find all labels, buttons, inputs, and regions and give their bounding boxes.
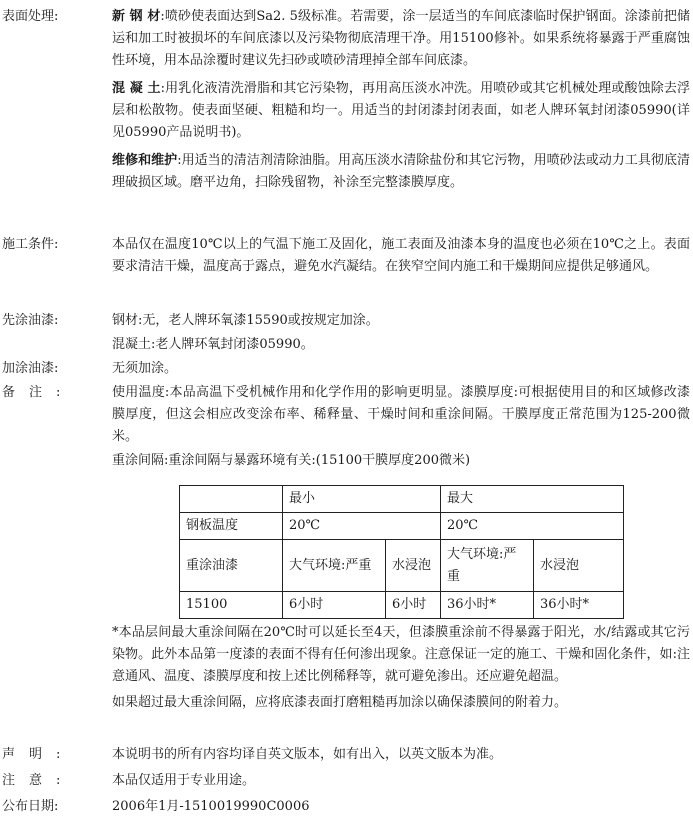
min-header: 最小: [283, 486, 441, 513]
recoat-interval-table: [179, 485, 624, 619]
conditions-label: 施工条件:: [2, 237, 59, 252]
value-cell-1: 6小时: [283, 592, 386, 619]
atm-max: 大气环境:严重: [441, 540, 534, 592]
plate-temp-max: 20℃: [441, 513, 624, 540]
topcoat-content: [112, 358, 690, 380]
notice-text: 本品仅适用于专业用途。: [112, 773, 256, 788]
primer-steel-text: 钢材:无，老人牌环氧漆15590或按规定加涂。: [112, 313, 379, 328]
concrete-paragraph: [112, 78, 690, 144]
new-steel-text: :喷砂使表面达到Sa2. 5级标准。若需要，涂一层适当的车间底漆临时保护钢面。涂漆前把储运和加工时被损坏的车间底漆以及污染物彻底清理干净。用15100修补。如果系统将暴露于严重腐蚀性环境，用本品涂覆时建议先扫砂或喷砂清理掉全部车间底漆。: [112, 9, 690, 68]
plate-temp-label: 钢板温度: [180, 513, 283, 540]
usage-text: 使用温度:本品高温下受机械作用和化学作用的影响更明显。漆膜厚度:可根据使用目的和区域修改漆膜厚度，但这会相应改变涂布率、稀释量、干燥时间和重涂间隔。干膜厚度正常范围为125-200微米。: [112, 385, 690, 444]
conditions-text: 本品仅在温度10℃以上的气温下施工及固化，施工表面及油漆本身的温度也必须在10℃之上。表面要求清洁干燥，温度高于露点，避免水汽凝结。在狭窄空间内施工和干燥期间应提供足够通风。: [112, 237, 690, 274]
max-header: 最大: [441, 486, 624, 513]
maintenance-text: :用适当的清洁剂清除油脂。用高压淡水清除盐份和其它污物，用喷砂法或动力工具彻底清理破损区域。磨平边角，扫除残留物，补涂至完整漆膜厚度。: [112, 153, 690, 190]
recoat-title: 重涂间隔:重涂间隔与暴露环境有关:(15100干膜厚度200微米): [112, 453, 471, 468]
value-cell-4: 36小时*: [534, 592, 624, 619]
table-row: [180, 540, 624, 592]
value-cell-3: 36小时*: [441, 592, 534, 619]
publish-date-text: 2006年1月-1510019990C0006: [112, 799, 310, 814]
concrete-heading: 混 凝 土: [112, 81, 161, 96]
table-cell: [180, 486, 283, 513]
remarks-label: 备注:: [2, 385, 75, 400]
plate-temp-min: 20℃: [283, 513, 441, 540]
atm-min: 大气环境:严重: [283, 540, 386, 592]
table-row: [180, 592, 624, 619]
topcoat-text: 无须加涂。: [112, 361, 178, 376]
recoat-label: 重涂油漆: [180, 540, 283, 592]
water-max: 水浸泡: [534, 540, 624, 592]
table-row: [180, 513, 624, 540]
surface-treatment-content: [112, 6, 690, 194]
publish-content: [112, 796, 690, 818]
publish-label: 公布日期:: [2, 799, 59, 814]
maintenance-paragraph: [112, 150, 690, 194]
maintenance-heading: 维修和维护: [112, 153, 178, 168]
surface-treatment-label: 表面处理:: [2, 9, 59, 24]
product-cell: 15100: [180, 592, 283, 619]
primer-content: [112, 310, 690, 356]
topcoat-label: 加涂油漆:: [2, 361, 59, 376]
notice-content: [112, 770, 690, 792]
remarks-notes-content: [112, 622, 690, 714]
exceed-interval-text: 如果超过最大重涂间隔，应将底漆表面打磨粗糙再加涂以确保漆膜间的附着力。: [112, 695, 568, 710]
value-cell-2: 6小时: [386, 592, 441, 619]
statement-content: [112, 744, 690, 766]
new-steel-paragraph: [112, 6, 690, 72]
primer-label: 先涂油漆:: [2, 313, 59, 328]
water-min: 水浸泡: [386, 540, 441, 592]
notice-label: 注意:: [2, 773, 75, 788]
statement-label: 声明:: [2, 747, 75, 762]
recoat-note-text: *本品层间最大重涂间隔在20℃时可以延长至4天，但漆膜重涂前不得暴露于阳光，水/结露或其它污染物。此外本品第一度漆的表面不得有任何渗出现象。注意保证一定的施工、干燥和固化条件，如:注意通风、温度、漆膜厚度和按上述比例稀释等，就可避免渗出。还应避免超温。: [112, 625, 690, 684]
table-row: [180, 486, 624, 513]
primer-concrete-text: 混凝土:老人牌环氧封闭漆05990。: [112, 337, 314, 352]
statement-text: 本说明书的所有内容均译自英文版本，如有出入，以英文版本为准。: [112, 747, 503, 762]
concrete-text: :用乳化液清洗滑脂和其它污染物，再用高压淡水冲洗。用喷砂或其它机械处理或酸蚀除去浮层和松散物。使表面坚硬、粗糙和均一。用适当的封闭漆封闭表面，如老人牌环氧封闭漆05990(详见05990产品说明书)。: [112, 81, 690, 140]
remarks-content: [112, 382, 690, 472]
new-steel-heading: 新 钢 材: [112, 9, 161, 24]
conditions-content: [112, 234, 690, 278]
